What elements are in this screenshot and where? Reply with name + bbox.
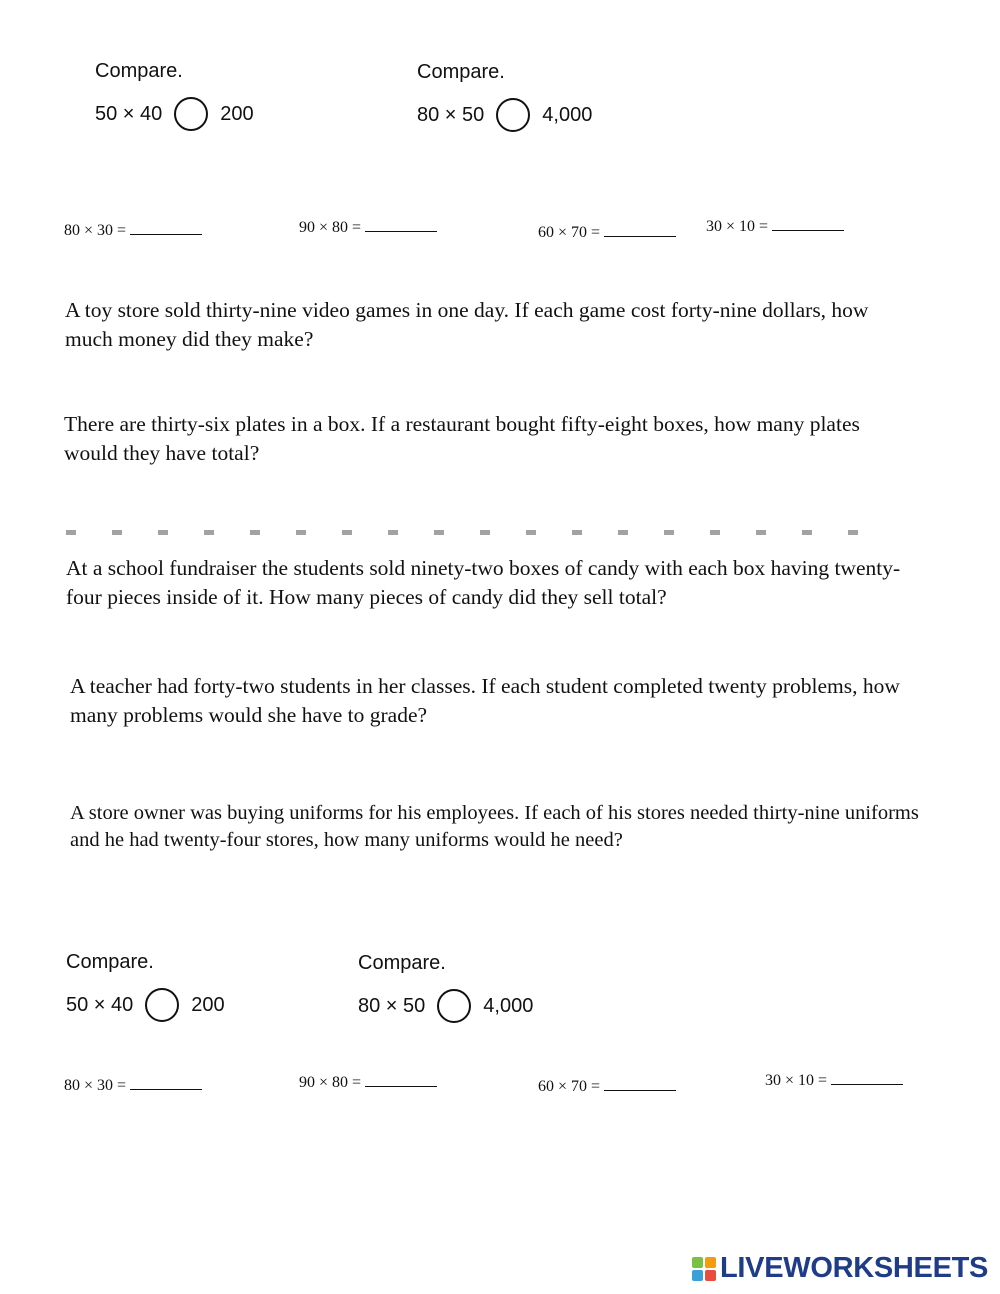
compare-left-expression: 80 × 50 <box>358 994 426 1017</box>
compare-title: Compare. <box>358 952 446 974</box>
compare-title: Compare. <box>95 60 183 82</box>
word-problem-3: At a school fundraiser the students sold ninety-two boxes of candy with each box having twenty-four pieces inside of it. How many pieces of candy did they sell total? <box>66 556 901 609</box>
logo-tile <box>705 1257 716 1268</box>
compare-right-value: 200 <box>191 993 225 1016</box>
word-problem-4: A teacher had forty-two students in her classes. If each student completed twenty problems, how many problems would she have to grade? <box>70 674 900 727</box>
equation-4 <box>706 216 844 236</box>
equation-7 <box>538 1076 676 1096</box>
word-problem-1: A toy store sold thirty-nine video games in one day. If each game cost forty-nine dollars, how much money did they make? <box>65 298 869 351</box>
compare-row <box>358 989 533 1023</box>
equation-6 <box>299 1072 437 1092</box>
answer-blank[interactable] <box>604 1076 676 1091</box>
compare-right-value: 200 <box>220 102 254 125</box>
compare-left-expression: 50 × 40 <box>66 993 134 1016</box>
logo-wordmark: LIVEWORKSHEETS <box>720 1252 989 1284</box>
compare-block-4 <box>358 952 533 1023</box>
equation-text: 90 × 80 = <box>299 1074 362 1091</box>
answer-blank[interactable] <box>831 1070 903 1085</box>
logo-tile <box>705 1270 716 1281</box>
compare-row <box>95 97 254 131</box>
answer-blank[interactable] <box>130 1075 202 1090</box>
compare-right-value: 4,000 <box>542 103 593 126</box>
compare-answer-circle[interactable] <box>496 98 530 132</box>
compare-title: Compare. <box>417 61 505 83</box>
equation-text: 30 × 10 = <box>706 218 769 235</box>
compare-row <box>66 988 225 1022</box>
compare-right-value: 4,000 <box>483 994 534 1017</box>
word-problem-2: There are thirty-six plates in a box. If a restaurant bought fifty-eight boxes, how many plates would they have total? <box>64 412 860 465</box>
compare-left-expression: 80 × 50 <box>417 103 485 126</box>
compare-answer-circle[interactable] <box>145 988 179 1022</box>
logo-tile <box>692 1257 703 1268</box>
answer-blank[interactable] <box>365 1072 437 1087</box>
compare-block-2 <box>417 61 592 132</box>
liveworksheets-logo[interactable] <box>692 1252 988 1285</box>
word-problem-5: A store owner was buying uniforms for his employees. If each of his stores needed thirty-nine uniforms and he had twenty-four stores, how many uniforms would he need? <box>70 802 919 851</box>
compare-row <box>417 98 592 132</box>
equation-text: 90 × 80 = <box>299 219 362 236</box>
answer-blank[interactable] <box>130 220 202 235</box>
logo-grid-icon <box>692 1257 716 1281</box>
equation-1 <box>64 220 202 240</box>
logo-tile <box>692 1270 703 1281</box>
compare-block-1 <box>95 60 254 131</box>
equation-text: 60 × 70 = <box>538 224 601 241</box>
equation-8 <box>765 1070 903 1090</box>
compare-left-expression: 50 × 40 <box>95 102 163 125</box>
equation-text: 80 × 30 = <box>64 1077 127 1094</box>
equation-2 <box>299 217 437 237</box>
compare-title: Compare. <box>66 951 154 973</box>
compare-block-3 <box>66 951 225 1022</box>
answer-blank[interactable] <box>772 216 844 231</box>
equation-3 <box>538 222 676 242</box>
compare-answer-circle[interactable] <box>174 97 208 131</box>
equation-5 <box>64 1075 202 1095</box>
equation-text: 60 × 70 = <box>538 1078 601 1095</box>
equation-text: 30 × 10 = <box>765 1072 828 1089</box>
equation-text: 80 × 30 = <box>64 222 127 239</box>
cropped-text-fragment <box>66 530 866 535</box>
answer-blank[interactable] <box>365 217 437 232</box>
answer-blank[interactable] <box>604 222 676 237</box>
compare-answer-circle[interactable] <box>437 989 471 1023</box>
